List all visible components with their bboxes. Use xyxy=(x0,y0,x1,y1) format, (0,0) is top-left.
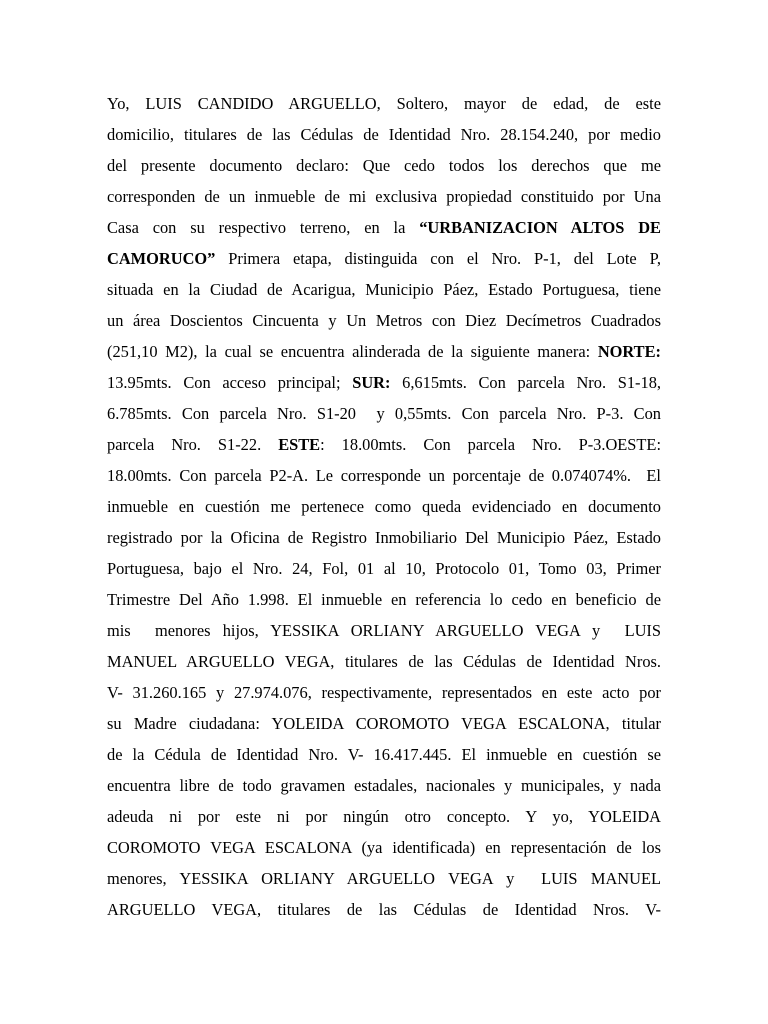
text-run: su Madre ciudadana: YOLEIDA COROMOTO VEGA ESCALONA, titular xyxy=(107,714,661,733)
text-run: Yo, LUIS CANDIDO ARGUELLO, Soltero, mayor de edad, de este xyxy=(107,94,661,113)
bold-text-run: CAMORUCO” xyxy=(107,249,216,268)
text-run: un área Doscientos Cincuenta y Un Metros con Diez Decímetros Cuadrados xyxy=(107,311,661,330)
text-run: mis menores hijos, YESSIKA ORLIANY ARGUELLO VEGA y LUIS xyxy=(107,621,661,640)
text-line xyxy=(107,243,661,274)
text-line xyxy=(107,150,661,181)
text-line xyxy=(107,739,661,770)
text-run: 18.00mts. Con parcela P2-A. Le corresponde un porcentaje de 0.074074%. El xyxy=(107,466,661,485)
text-run: COROMOTO VEGA ESCALONA (ya identificada) en representación de los xyxy=(107,838,661,857)
text-run: 6,615mts. Con parcela Nro. S1-18, xyxy=(390,373,662,392)
text-line xyxy=(107,274,661,305)
text-run: de la Cédula de Identidad Nro. V- 16.417.445. El inmueble en cuestión se xyxy=(107,745,661,764)
text-line xyxy=(107,181,661,212)
text-line xyxy=(107,367,661,398)
text-run: Casa con su respectivo terreno, en la xyxy=(107,218,420,237)
text-line xyxy=(107,429,661,460)
bold-text-run: NORTE: xyxy=(597,342,661,361)
text-line xyxy=(107,522,661,553)
text-line xyxy=(107,677,661,708)
text-run: encuentra libre de todo gravamen estadales, nacionales y municipales, y nada xyxy=(107,776,661,795)
text-run: 13.95mts. Con acceso principal; xyxy=(107,373,353,392)
text-line xyxy=(107,88,661,119)
document-body xyxy=(107,88,661,925)
text-run: del presente documento declaro: Que cedo todos los derechos que me xyxy=(107,156,661,175)
text-run: corresponden de un inmueble de mi exclusiva propiedad constituido por Una xyxy=(107,187,661,206)
text-line xyxy=(107,336,661,367)
text-run: 6.785mts. Con parcela Nro. S1-20 y 0,55mts. Con parcela Nro. P-3. Con xyxy=(107,404,661,423)
text-run: MANUEL ARGUELLO VEGA, titulares de las Cédulas de Identidad Nros. xyxy=(107,652,661,671)
text-run: Primera etapa, distinguida con el Nro. P-1, del Lote P, xyxy=(215,249,661,268)
text-line xyxy=(107,398,661,429)
text-line xyxy=(107,584,661,615)
text-line xyxy=(107,708,661,739)
text-run: Portuguesa, bajo el Nro. 24, Fol, 01 al 10, Protocolo 01, Tomo 03, Primer xyxy=(107,559,661,578)
text-line xyxy=(107,646,661,677)
text-run: ARGUELLO VEGA, titulares de las Cédulas de Identidad Nros. V- xyxy=(107,900,661,919)
text-line xyxy=(107,770,661,801)
text-line xyxy=(107,863,661,894)
text-run: situada en la Ciudad de Acarigua, Municipio Páez, Estado Portuguesa, tiene xyxy=(107,280,661,299)
text-run: inmueble en cuestión me pertenece como queda evidenciado en documento xyxy=(107,497,661,516)
text-run: V- 31.260.165 y 27.974.076, respectivamente, representados en este acto por xyxy=(107,683,661,702)
bold-text-run: ESTE xyxy=(278,435,321,454)
text-line xyxy=(107,119,661,150)
text-line xyxy=(107,894,661,925)
text-run: adeuda ni por este ni por ningún otro concepto. Y yo, YOLEIDA xyxy=(107,807,661,826)
text-run: Trimestre Del Año 1.998. El inmueble en referencia lo cedo en beneficio de xyxy=(107,590,661,609)
text-line xyxy=(107,553,661,584)
text-line xyxy=(107,491,661,522)
text-line xyxy=(107,460,661,491)
text-line xyxy=(107,212,661,243)
text-line xyxy=(107,832,661,863)
text-run: domicilio, titulares de las Cédulas de Identidad Nro. 28.154.240, por medio xyxy=(107,125,661,144)
text-run: menores, YESSIKA ORLIANY ARGUELLO VEGA y LUIS MANUEL xyxy=(107,869,661,888)
text-line xyxy=(107,801,661,832)
bold-text-run: SUR: xyxy=(352,373,391,392)
text-run: registrado por la Oficina de Registro Inmobiliario Del Municipio Páez, Estado xyxy=(107,528,661,547)
text-run: parcela Nro. S1-22. xyxy=(107,435,279,454)
text-run: (251,10 M2), la cual se encuentra alinderada de la siguiente manera: xyxy=(107,342,598,361)
text-line xyxy=(107,305,661,336)
text-run: : 18.00mts. Con parcela Nro. P-3.OESTE: xyxy=(320,435,661,454)
text-line xyxy=(107,615,661,646)
bold-text-run: “URBANIZACION ALTOS DE xyxy=(419,218,661,237)
